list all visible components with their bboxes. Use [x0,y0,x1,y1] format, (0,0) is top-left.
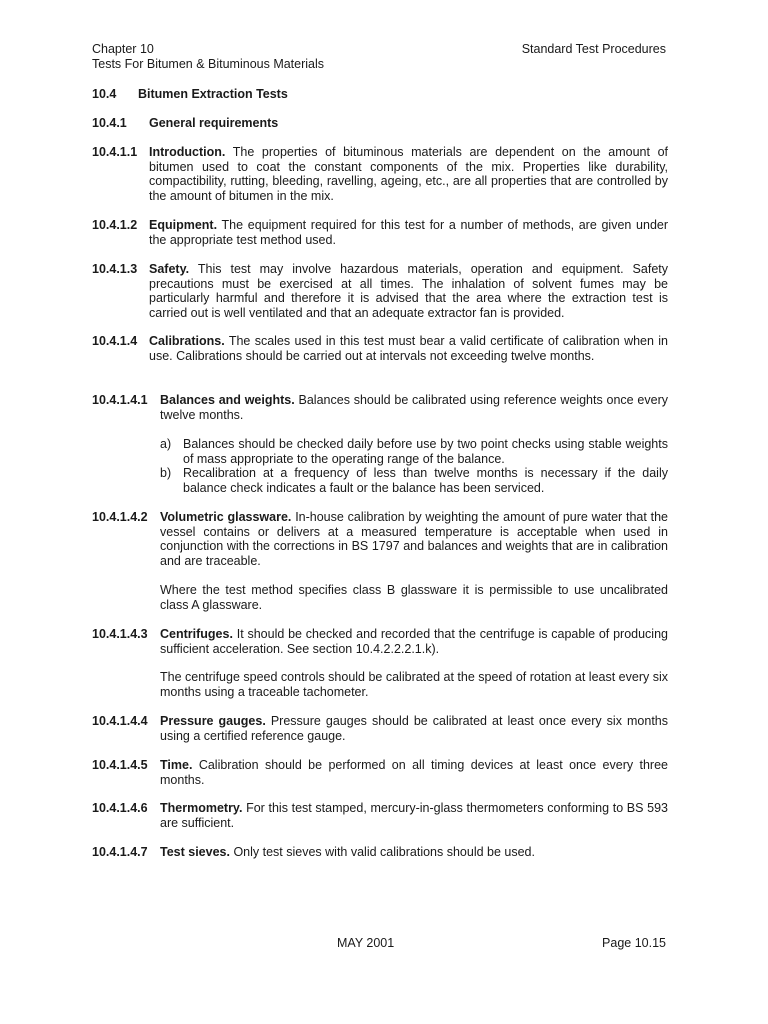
subsection-title: General requirements [149,116,279,130]
clause-title: Calibrations. [149,334,225,348]
clause-body [160,845,668,860]
section-number: 10.4 [92,87,117,101]
clause-text: In-house calibration by weighting the amount of pure water that the vessel contains or delivers at a measured temperature is acceptable when used in conjunction with the corrections in BS 1797 and balances and weights that are in calibration and are traceable. [160,510,668,568]
clause-title: Introduction. [149,145,226,159]
page-number: Page 10.15 [602,936,666,950]
subsection-heading [92,116,668,131]
clause-number: 10.4.1.1 [92,145,138,159]
clause-text: The scales used in this test must bear a valid certificate of calibration when in use. Calibrations should be carried out at intervals not exceeding twelve months. [149,334,669,363]
clause-paragraph: Where the test method specifies class B glassware it is permissible to use uncalibrated class A glassware. [160,583,668,612]
list-item-text: Balances should be checked daily before use by two point checks using stable weights of mass appropriate to the operating range of the balance. [183,437,668,466]
list-item-label: b) [160,466,172,481]
clause-title: Safety. [149,262,190,276]
section-heading [92,87,668,102]
clause-body [160,627,668,656]
clause-text: It should be checked and recorded that the centrifuge is capable of producing sufficient acceleration. See section 10.4.2.2.2.1.k). [160,627,668,656]
clause-title: Test sieves. [160,845,230,859]
clause-title: Equipment. [149,218,218,232]
list-item [160,437,668,466]
list-item-text: Recalibration at a frequency of less than twelve months is necessary if the daily balance check indicates a fault or the balance has been serviced. [183,466,668,495]
clause-text: The equipment required for this test for a number of methods, are given under the appropriate test method used. [149,218,669,247]
clause-text: Pressure gauges should be calibrated at least once every six months using a certified reference gauge. [160,714,668,743]
header-title: Standard Test Procedures [521,42,666,56]
page-header [92,42,666,71]
clause-paragraph: The centrifuge speed controls should be calibrated at the speed of rotation at least every six months using a traceable tachometer. [160,670,668,699]
clause-text: Balances should be calibrated using reference weights once every twelve months. [160,393,668,422]
clause-body [149,262,668,320]
clause-text: The properties of bituminous materials are dependent on the amount of bitumen used to coat the constant components of the mix. Properties like durability, compactibility, rutting, bleeding, ravelling, ageing, etc., are all properties that are controlled by the amount of bitumen in the mix. [149,145,668,203]
clause-text: For this test stamped, mercury-in-glass thermometers conforming to BS 593 are sufficient. [160,801,668,830]
clause-text: Calibration should be performed on all timing devices at least once every three months. [160,758,668,787]
clause-number: 10.4.1.4.5 [92,758,148,772]
clause-text: This test may involve hazardous materials, operation and equipment. Safety precautions must be exercised at all times. The inhalation of solvent fumes may be particularly harmful and therefore it is advised that the area where the extraction test is carried out is well ventilated and that an adequate extractor fan is provided. [149,262,668,320]
clause-number: 10.4.1.4.4 [92,714,148,728]
chapter-label: Chapter 10 [92,42,154,56]
clause-number: 10.4.1.4.6 [92,801,148,815]
clause-body [160,510,668,568]
clause-body [160,393,668,422]
footer-date: MAY 2001 [337,936,395,950]
list-item-label: a) [160,437,172,451]
clause-body [160,758,668,787]
clause-number: 10.4.1.4.2 [92,510,148,524]
clause-number: 10.4.1.3 [92,262,138,276]
clause-body [149,218,668,247]
clause-body [160,714,668,743]
clause-body [149,334,668,363]
clause-title: Time. [160,758,193,772]
clause-title: Balances and weights. [160,393,295,407]
clause-title: Pressure gauges. [160,714,266,728]
subsection-number: 10.4.1 [92,116,127,130]
chapter-subtitle: Tests For Bitumen & Bituminous Materials [92,56,325,71]
list-item [160,466,668,495]
section-title: Bitumen Extraction Tests [138,87,288,101]
clause-number: 10.4.1.4.7 [92,845,148,859]
clause-title: Centrifuges. [160,627,233,641]
clause-text: Only test sieves with valid calibrations should be used. [233,845,535,859]
clause-number: 10.4.1.2 [92,218,138,232]
clause-body [160,801,668,830]
clause-number: 10.4.1.4 [92,334,138,348]
clause-number: 10.4.1.4.1 [92,393,148,407]
balances-check-list [160,437,668,495]
clause-number: 10.4.1.4.3 [92,627,148,641]
clause-title: Thermometry. [160,801,243,815]
clause-title: Volumetric glassware. [160,510,292,524]
clause-body [149,145,668,203]
